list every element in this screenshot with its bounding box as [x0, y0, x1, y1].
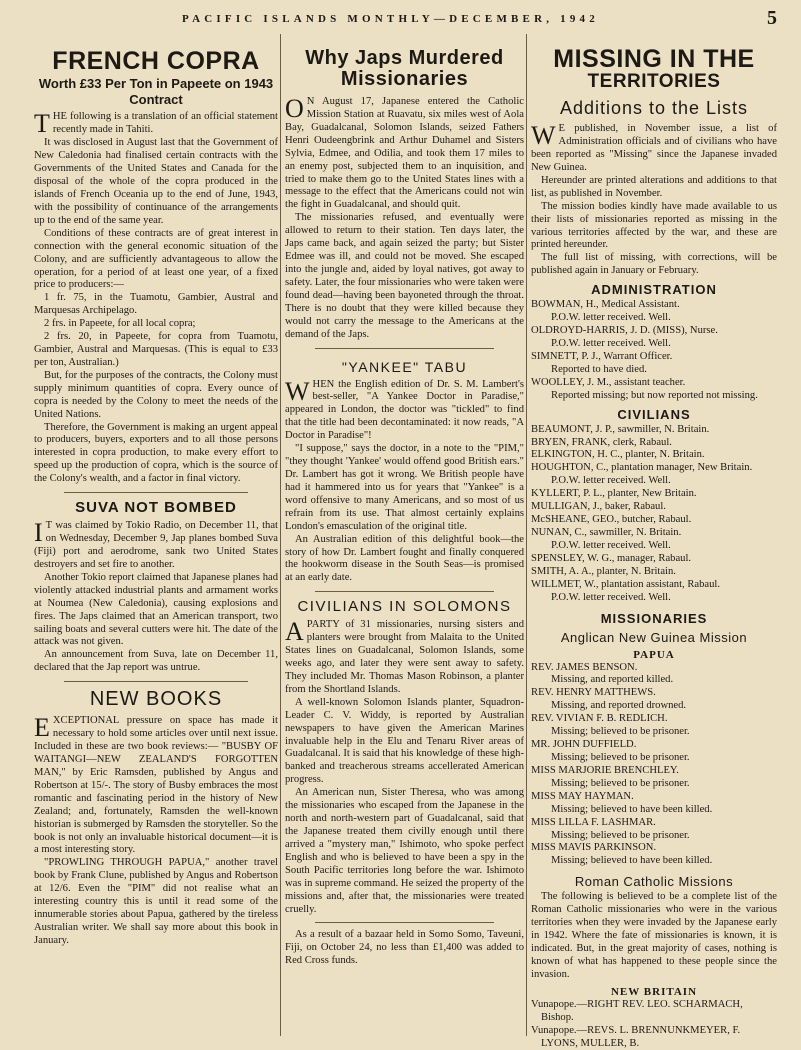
entry-name: SMITH, A. A., planter, N. Britain.	[531, 565, 676, 577]
entry-name: SIMNETT, P. J., Warrant Officer.	[531, 350, 673, 362]
entry-status: Missing; believed to have been killed.	[551, 855, 713, 867]
entry-name: MISS MAVIS PARKINSON.	[531, 842, 657, 854]
paragraph: "PROWLING THROUGH PAPUA," another travel book by Frank Clune, published by Angus and Robertson at 12/6. Even the "PIM" did not realise what an interesting country this is until it read some of the innumerable stories about Papua, gathered by the tireless Australian writer. We shall say more about this book in January.	[34, 857, 278, 946]
list-item	[531, 488, 777, 501]
entry-status: P.O.W. letter received. Well.	[551, 591, 671, 603]
column-3	[531, 34, 777, 1050]
civilians-list	[531, 424, 777, 605]
paragraph: 2 frs. in Papeete, for all local copra;	[44, 318, 196, 330]
paragraph: Therefore, the Government is making an urgent appeal to producers, buyers, exporters and to all those persons interested in copra production, to make every effort to speed up the production of copra, which is the source of the Colony's wealth, and a factor in final victory.	[34, 421, 278, 485]
article-title: "YANKEE" TABU	[341, 358, 468, 375]
entry-status: P.O.W. letter received. Well.	[551, 539, 671, 551]
entry-name: WILLMET, W., plantation assistant, Rabaul.	[531, 578, 720, 590]
paragraph: "I suppose," says the doctor, in a note to the "PIM," "they thought 'Yankee' would offend good British ears." Dr. Lambert has got it wrong. We British people have had it hammered into us for years that "Yankee" is a word offensive to many Americans, and so most of us refrain from its use. That almost certainly explains London's emasculation of the original title.	[285, 443, 524, 532]
entry-status: Missing; believed to have been killed.	[551, 803, 713, 815]
article-title: FRENCH COPRA	[52, 47, 260, 75]
paragraph: An announcement from Suva, late on December 11, declared that the Jap report was untrue.	[34, 649, 278, 674]
list-item	[531, 579, 777, 605]
list-item	[531, 566, 777, 579]
entry-name: MISS LILLA F. LASHMAR.	[531, 816, 656, 828]
list-item	[531, 817, 777, 843]
admin-list	[531, 299, 777, 402]
entry-name: HOUGHTON, C., plantation manager, New Britain.	[531, 462, 753, 474]
list-item	[531, 424, 777, 437]
entry-status: P.O.W. letter received. Well.	[551, 475, 671, 487]
entry-name: MISS MARJORIE BRENCHLEY.	[531, 764, 679, 776]
entry-name: MULLIGAN, J., baker, Rabaul.	[531, 501, 666, 513]
region-heading: PAPUA	[633, 648, 675, 661]
article-title-line2: TERRITORIES	[587, 71, 721, 93]
entry-name: BRYEN, FRANK, clerk, Rabaul.	[531, 436, 672, 448]
running-head-title: PACIFIC ISLANDS MONTHLY—DECEMBER, 1942	[182, 13, 599, 25]
paragraph: An Australian edition of this delightful book—the story of how Dr. Lambert fought and finally conquered the hookworm disease in the South Seas—is promised at an early date.	[285, 533, 524, 584]
list-item	[531, 527, 777, 553]
list-item	[531, 687, 777, 713]
article-body	[285, 619, 524, 916]
section-heading: MISSIONARIES	[600, 610, 708, 626]
entry-name: SPENSLEY, W. G., manager, Rabaul.	[531, 552, 692, 564]
list-item: Vunapope.—REVS. L. BRENNUNKMEYER, F. LYONS, MULLER, B.	[531, 1024, 741, 1049]
list-item: Vunapope.—RIGHT REV. LEO. SCHARMACH, Bishop.	[531, 998, 743, 1023]
entry-name: NUNAN, C., sawmiller, N. Britain.	[531, 527, 682, 538]
running-head	[34, 7, 777, 29]
paragraph: IT was claimed by Tokio Radio, on December 11, that on Wednesday, December 9, Jap planes bombed Suva (Fiji) port and aerodrome, sank two United States destroyers and set fire to another.	[34, 518, 278, 570]
paragraph: The mission bodies kindly have made available to us their lists of missionaries reported as missing in the various territories affected by the war, and these are printed hereunder.	[531, 200, 777, 251]
list-item	[531, 501, 777, 514]
paragraph: THE following is a translation of an official statement recently made in Tahiti.	[34, 109, 278, 139]
paragraph: WHEN the English edition of Dr. S. M. Lambert's best-seller, "A Yankee Doctor in Paradise," appeared in London, the doctor was "tickled" to find that the title had been decontaminated: it now reads, "A Doctor in Paradise"!	[285, 376, 524, 442]
list-item	[531, 713, 777, 739]
entry-status: P.O.W. letter received. Well.	[551, 338, 671, 350]
list-item	[531, 842, 777, 868]
paragraph: WE published, in November issue, a list of Administration officials and of civilians who have been reported as "Missing" since the Japanese invaded New Guinea.	[531, 121, 777, 173]
paragraph: The full list of missing, with corrections, will be published again in January or February.	[531, 252, 777, 277]
region-heading: NEW BRITAIN	[610, 985, 698, 998]
paragraph: Another Tokio report claimed that Japanese planes had violently attacked industrial plants and armament works at Noumea (New Caledonia), causing explosions and fires. The Japs claimed that an American transport, two sailing boats and several cutters were hit. The date of the attack was not given.	[34, 571, 278, 648]
paragraph: The missionaries refused, and eventually were allowed to return to their station. Ten days later, the Japs came back, and again seized the party; but Sister Edmee was ill, and could not be moved. She escaped into the jungle and, aided by loyal natives, got away to safety. Later, the four missionaries who were taken were found dead—having been bayoneted through the throat. There is no doubt that they were killed because they would not carry the message to the Americans at the demand of the Japs.	[285, 212, 524, 340]
article-body	[34, 715, 278, 948]
entry-status: Reported to have died.	[551, 363, 647, 375]
paragraph: An American nun, Sister Theresa, who was among the missionaries who escaped from the Japanese in the north and north-western part of Guadalcanal, said that the Japanese treated them civilly enough until there arrived a "mystery man," Ishimoto, who spoke perfect English and who is believed to have been a spy in the South Pacific territories long before the war. Ishimoto was in supreme command. He seized the property of the missions and, after that, the missionaries were treated cruelly.	[285, 787, 524, 915]
article-title: Why Japs Murdered Missionaries	[305, 47, 504, 90]
list-item	[531, 662, 777, 688]
paragraph: 2 frs. 20, in Papeete, for copra from Tuamotu, Gambier, Austral and Marquesas. (This is equal to £33 per ton, Australian.)	[34, 331, 278, 368]
paragraph: Conditions of these contracts are of great interest in connection with the general economic situation of the Colony, and are sufficiently advantageous to allow the operation, for a period of at least one year, of a fixed price to producers:—	[34, 227, 278, 291]
section-subheading: Anglican New Guinea Mission	[560, 629, 748, 645]
entry-name: REV. HENRY MATTHEWS.	[531, 687, 656, 699]
article-body	[34, 111, 278, 486]
entry-name: ELKINGTON, H. C., planter, N. Britain.	[531, 449, 705, 461]
paragraph: ON August 17, Japanese entered the Catholic Mission Station at Ruavatu, six miles west of Aola Bay, Guadalcanal, Solomon Islands, seized Fathers Henri Oudeengbrink and Arthur Duhamel and Sisters Sylvia, Edmee, and Odilia, and took them 17 miles to an enemy post, subjected them to an inquisition, and tried to make them go to the United States lines with a message to the effect that the Americans could not win the fight in Guadalcanal, and should quit.	[285, 94, 524, 211]
entry-name: McSHEANE, GEO., butcher, Rabaul.	[531, 514, 692, 526]
article-title: SUVA NOT BOMBED	[75, 499, 237, 517]
article-body	[34, 520, 278, 675]
entry-name: WOOLLEY, J. M., assistant teacher.	[531, 376, 686, 388]
paragraph: Hereunder are printed alterations and additions to that list, as published in November.	[531, 174, 777, 199]
divider	[64, 681, 248, 682]
list-item	[531, 437, 777, 450]
paragraph: 1 fr. 75, in the Tuamotu, Gambier, Austral and Marquesas Archipelago.	[34, 292, 278, 317]
list-item	[531, 553, 777, 566]
entry-name: MR. JOHN DUFFIELD.	[531, 739, 637, 751]
divider	[315, 348, 494, 349]
list-item	[531, 351, 777, 377]
paragraph: It was disclosed in August last that the Government of New Caledonia had finalised certain contracts with the Governments of the United States and Canada for the disposal of the whole of the copra produced in the islands of French Oceania up to the end of June, 1943, with the possibility of continuance of the arrangements up to the end of the same year.	[34, 137, 278, 226]
list-item	[531, 739, 777, 765]
entry-status: Missing; believed to be prisoner.	[551, 751, 690, 763]
list-item	[531, 325, 777, 351]
entry-name: BEAUMONT, J. P., sawmiller, N. Britain.	[531, 423, 710, 435]
entry-name: KYLLERT, P. L., planter, New Britain.	[531, 488, 697, 500]
section-heading: ADMINISTRATION	[591, 282, 717, 298]
entry-name: BOWMAN, H., Medical Assistant.	[531, 299, 680, 311]
divider	[64, 492, 248, 493]
list-item	[531, 514, 777, 527]
divider	[315, 922, 494, 923]
column-rule	[526, 34, 527, 1036]
article-title: MISSING IN THE	[553, 45, 755, 73]
anglican-list	[531, 662, 777, 869]
entry-status: P.O.W. letter received. Well.	[551, 312, 671, 324]
list-item	[531, 791, 777, 817]
entry-name: OLDROYD-HARRIS, J. D. (MISS), Nurse.	[531, 325, 718, 337]
entry-status: Missing; believed to be prisoner.	[551, 829, 690, 841]
section-heading: CIVILIANS	[617, 406, 691, 422]
article-body	[285, 96, 524, 342]
column-2	[285, 34, 524, 968]
list-item	[531, 462, 777, 488]
paragraph: The following is believed to be a complete list of the Roman Catholic missionaries who were in the various territories when they were invaded by the Japanese early in 1942. Where the fate of missionaries is known, it is indicated. But, in the great majority of cases, nothing is known of what has happened to these people since the invasion.	[531, 891, 777, 980]
article-body	[531, 123, 777, 278]
column-rule	[280, 34, 281, 1036]
article-title: NEW BOOKS	[89, 688, 223, 711]
article-title: CIVILIANS IN SOLOMONS	[297, 598, 512, 616]
entry-status: Reported missing; but now reported not missing.	[551, 389, 758, 401]
entry-name: REV. VIVIAN F. B. REDLICH.	[531, 713, 668, 725]
article-subtitle: Additions to the Lists	[559, 98, 749, 119]
article-subtitle: Worth £33 Per Ton in Papeete on 1943 Contract	[38, 76, 274, 107]
list-item	[531, 765, 777, 791]
entry-status: Missing; believed to be prisoner.	[551, 726, 690, 738]
list-item	[531, 449, 777, 462]
entry-name: MISS MAY HAYMAN.	[531, 790, 634, 802]
column-1	[34, 34, 278, 948]
paragraph: APARTY of 31 missionaries, nursing sisters and planters were brought from Malaita to the United States lines on Guadalcanal, Solomon Islands, some weeks ago, and later they were sent away to safety. They included Mr. Thomas Mason Robinson, a planter from the Shortland Islands.	[285, 617, 524, 695]
list-item	[531, 299, 777, 325]
paragraph: A well-known Solomon Islands planter, Squadron-Leader C. V. Widdy, is reported by Australian newspapers to have given the American Marines invaluable help in the Elu and Tenaru River areas of Guadalcanal. It is said that his knowledge of these high-banked and treacherous streams accellerated American progress.	[285, 696, 524, 786]
entry-status: Missing; believed to be prisoner.	[551, 777, 690, 789]
entry-name: REV. JAMES BENSON.	[531, 661, 638, 673]
paragraph: EXCEPTIONAL pressure on space has made it necessary to hold some articles over until next issue. Included in these are two book reviews:— "BUSBY OF WAITANGI—NEW ZEALAND'S FORGOTTEN MAN," by Eric Ramsden, published by Angus and Robertson at 15/-. The story of Busby embraces the most romantic and fascinating period in the history of New Zealand; and, fortunately, Ramsden the well-known historian is submerged by Ramsden the storyteller. So the book is not only an invaluable historical document—it is a most interesting story.	[34, 713, 278, 856]
list-item	[531, 377, 777, 403]
entry-status: Missing, and reported killed.	[551, 674, 674, 686]
section-subheading: Roman Catholic Missions	[574, 874, 734, 890]
divider	[315, 591, 494, 592]
article-body	[285, 376, 524, 586]
entry-status: Missing, and reported drowned.	[551, 700, 687, 712]
page-number: 5	[767, 7, 777, 29]
paragraph: But, for the purposes of the contracts, the Colony must supply minimum quantities of copra. Every ounce of copra is needed by the Colony to meet the needs of the United Nations.	[34, 369, 278, 420]
paragraph: As a result of a bazaar held in Somo Somo, Taveuni, Fiji, on October 24, no less than £1,400 was added to Red Cross funds.	[285, 929, 524, 967]
